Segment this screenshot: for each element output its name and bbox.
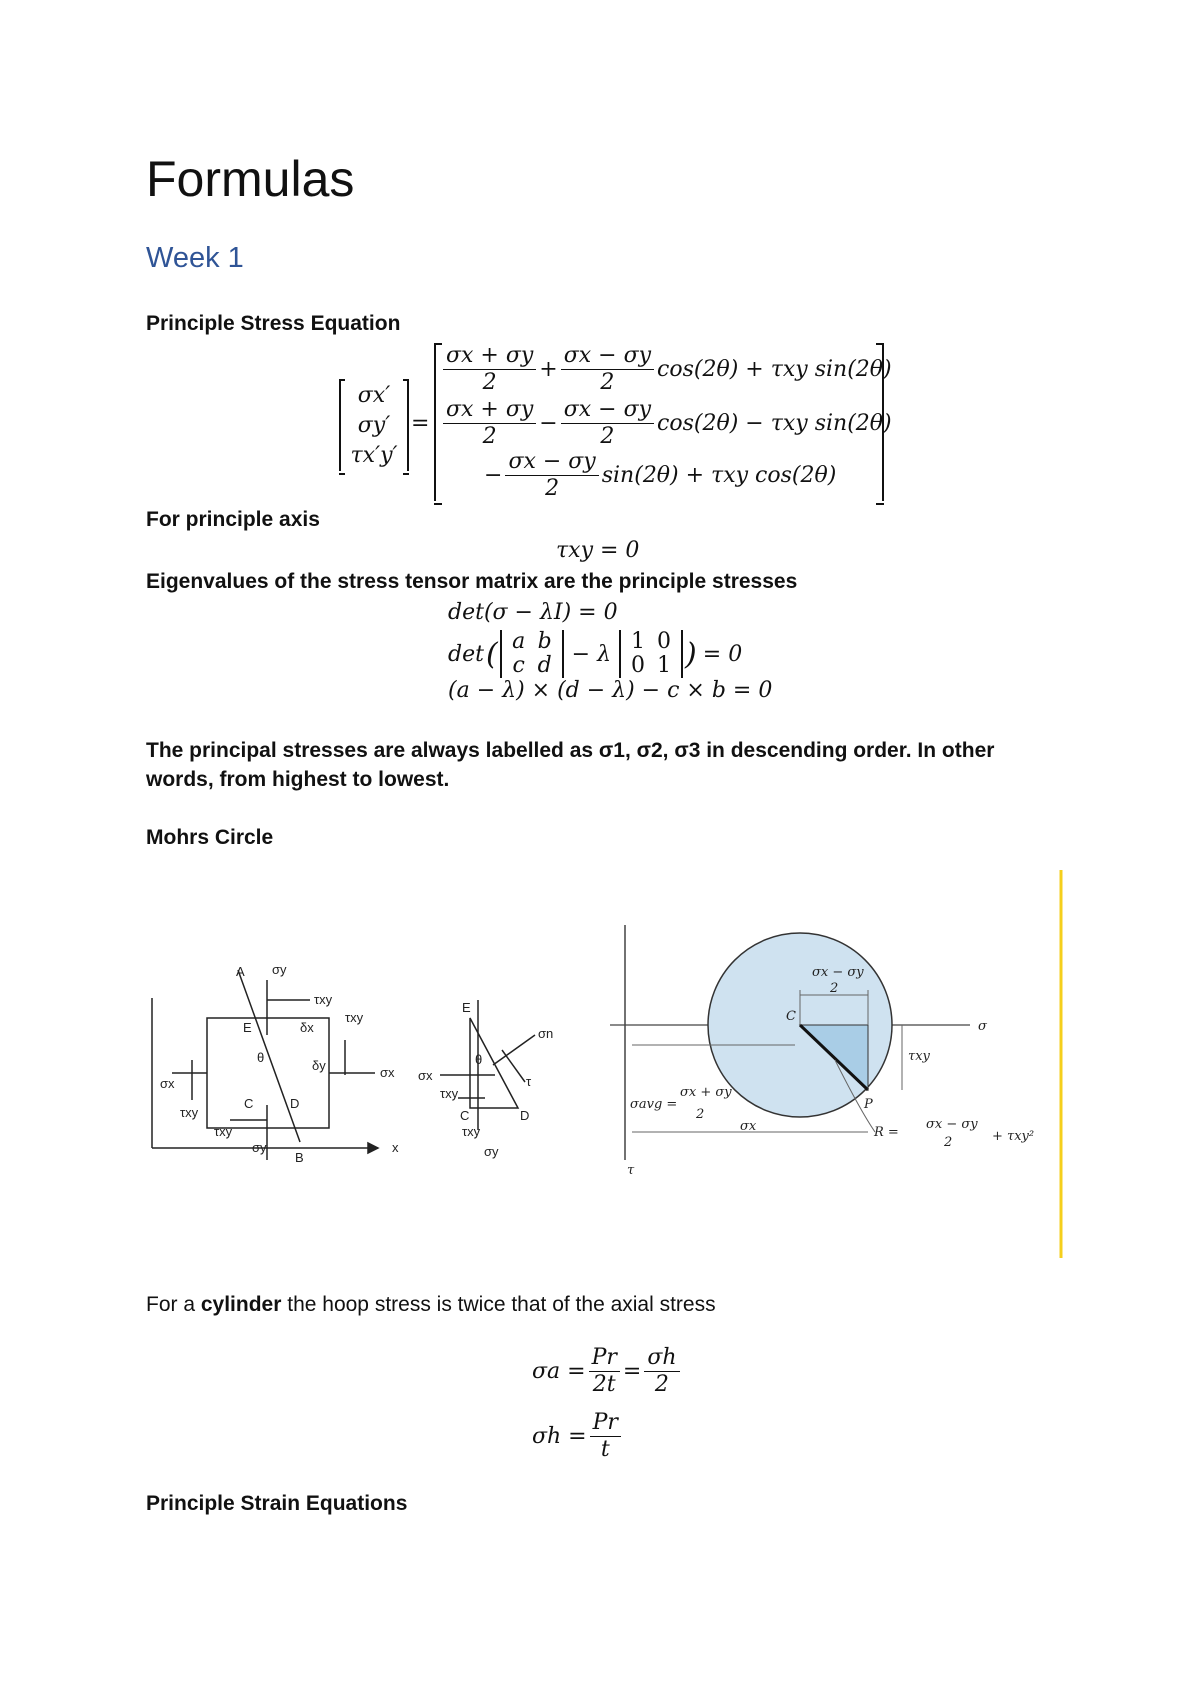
- svg-text:C: C: [786, 1009, 796, 1024]
- svg-text:δx: δx: [300, 1020, 314, 1035]
- svg-text:σx − σy: σx − σy: [926, 1117, 978, 1132]
- mohr-heading: Mohrs Circle: [146, 826, 274, 849]
- principal-axis-equation: τxy = 0: [556, 538, 640, 563]
- eigen-label: Eigenvalues of the stress tensor matrix are the principle stresses: [146, 570, 798, 593]
- svg-text:σx: σx: [418, 1068, 433, 1083]
- svg-text:C: C: [460, 1108, 470, 1123]
- lhs-sigma-y: σy′: [357, 413, 391, 438]
- svg-text:2: 2: [944, 1135, 953, 1150]
- strain-heading: Principle Strain Equations: [146, 1492, 408, 1515]
- svg-text:τxy: τxy: [214, 1124, 233, 1139]
- rhs-matrix: [434, 343, 892, 501]
- svg-text:σn: σn: [538, 1026, 554, 1041]
- svg-text:τ: τ: [526, 1074, 532, 1089]
- svg-text:E: E: [243, 1020, 252, 1035]
- mohr-circle-figure: [610, 925, 970, 1160]
- svg-text:τxy: τxy: [462, 1124, 481, 1139]
- svg-text:C: C: [244, 1096, 254, 1111]
- equals-sign: =: [411, 411, 430, 436]
- svg-text:τxy: τxy: [180, 1105, 199, 1120]
- svg-text:P: P: [864, 1097, 873, 1112]
- axial-stress-equation: σa = $\frac{Pr}{2t}$ = $\frac{\sigma h}{2}$: [532, 1345, 683, 1398]
- svg-text:B: B: [295, 1150, 304, 1165]
- lhs-vector: [339, 379, 409, 471]
- svg-text:δy: δy: [312, 1058, 326, 1073]
- svg-text:D: D: [290, 1096, 300, 1111]
- identity-matrix: 1 0 0 1: [619, 630, 683, 678]
- svg-text:σy: σy: [484, 1144, 499, 1159]
- hoop-stress-equation: σh = $\frac{Pr}{t}$: [532, 1410, 624, 1463]
- matrix-row-1: $\frac{\sigma x + \sigma y}{2}$ + $\frac{\sigma x - \sigma y}{2}$ cos(2θ) + τxy sin(2θ): [440, 343, 892, 396]
- principal-axis-label: For principle axis: [146, 508, 320, 531]
- principle-stress-heading: Principle Stress Equation: [146, 312, 401, 335]
- stress-element-figure: [152, 970, 378, 1160]
- matrix-row-3: − $\frac{\sigma x - \sigma y}{2}$ sin(2θ) + τxy cos(2θ): [484, 449, 837, 501]
- svg-text:2: 2: [830, 981, 839, 996]
- eigen-eq2: det ( a b c d − λ 1 0 0 1 ) = 0: [448, 629, 743, 678]
- svg-text:θ: θ: [475, 1052, 483, 1067]
- section-heading: Week 1: [146, 242, 244, 274]
- svg-text:σx + σy: σx + σy: [680, 1085, 732, 1100]
- cylinder-text: For a cylinder the hoop stress is twice that of the axial stress: [146, 1293, 716, 1316]
- svg-text:D: D: [520, 1108, 530, 1123]
- svg-text:σy: σy: [272, 962, 287, 977]
- svg-text:R =: R =: [874, 1125, 899, 1140]
- page-title: Formulas: [146, 151, 355, 207]
- svg-text:τxy: τxy: [908, 1049, 930, 1064]
- svg-text:τ: τ: [627, 1163, 635, 1178]
- svg-text:σx − σy: σx − σy: [812, 965, 864, 980]
- matrix-abcd: a b c d: [500, 630, 564, 678]
- lhs-tau: τx′y′: [350, 443, 398, 468]
- svg-text:θ: θ: [257, 1050, 265, 1065]
- svg-text:σy: σy: [252, 1140, 267, 1155]
- svg-text:σx: σx: [380, 1065, 395, 1080]
- mohr-figure: [140, 870, 1070, 1270]
- principle-stress-equation: [337, 343, 892, 505]
- svg-text:τxy: τxy: [314, 992, 333, 1007]
- svg-text:τxy: τxy: [440, 1086, 459, 1101]
- svg-text:+ τxy²: + τxy²: [992, 1129, 1035, 1144]
- svg-text:σx: σx: [740, 1119, 757, 1134]
- lhs-sigma-x: σx′: [357, 383, 391, 408]
- svg-text:x: x: [392, 1140, 399, 1155]
- svg-text:2: 2: [696, 1107, 705, 1122]
- svg-text:σx: σx: [160, 1076, 175, 1091]
- matrix-row-2: $\frac{\sigma x + \sigma y}{2}$ − $\frac{\sigma x - \sigma y}{2}$ cos(2θ) − τxy sin(2θ): [440, 397, 892, 450]
- svg-text:σavg =: σavg =: [630, 1097, 678, 1112]
- eigen-eq3: (a − λ) × (d − λ) − c × b = 0: [448, 678, 773, 703]
- principal-note: The principal stresses are always labelled as σ1, σ2, σ3 in descending order. In other words, from highest to lowest.: [146, 739, 995, 791]
- svg-text:τxy: τxy: [345, 1010, 364, 1025]
- svg-text:A: A: [236, 964, 245, 979]
- eigen-eq1: det(σ − λI) = 0: [448, 600, 618, 625]
- svg-text:σ: σ: [978, 1019, 987, 1034]
- svg-text:E: E: [462, 1000, 471, 1015]
